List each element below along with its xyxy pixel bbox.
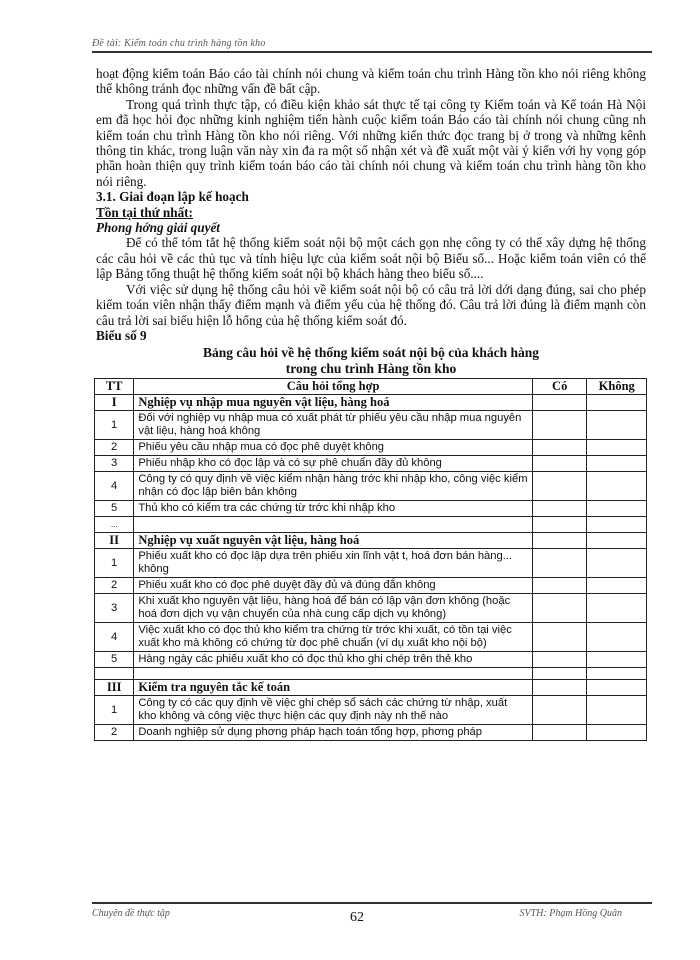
no-cell[interactable] (587, 395, 647, 411)
no-cell[interactable] (587, 549, 647, 578)
header-yes: Có (532, 379, 586, 395)
yes-cell[interactable] (532, 652, 586, 668)
no-cell[interactable] (587, 652, 647, 668)
section-heading: 3.1. Giai đoạn lập kế hoạch (96, 189, 249, 205)
subsection-heading: Tồn tại thứ nhất: (96, 204, 193, 220)
table-row (95, 594, 647, 623)
no-cell[interactable] (587, 440, 647, 456)
yes-cell[interactable] (532, 456, 586, 472)
table-title (96, 345, 646, 377)
direction-heading: Phong hớng giải quyết (96, 220, 220, 236)
table-row (95, 696, 647, 725)
section-number: II (95, 533, 134, 549)
page-number: 62 (350, 910, 364, 925)
body-text (96, 66, 646, 741)
row-number: 1 (95, 549, 134, 578)
header-no: Không (587, 379, 647, 395)
question-text: Thủ kho có kiểm tra các chứng từ trớc khi nhập kho (134, 501, 533, 517)
yes-cell[interactable] (532, 395, 586, 411)
footer-right: SVTH: Phạm Hồng Quân (519, 908, 622, 919)
table-row (95, 501, 647, 517)
question-text: Phiếu xuất kho có đọc lập dựa trên phiếu xin lĩnh vật t, hoá đơn bán hàng... không (134, 549, 533, 578)
row-number: ... (95, 517, 134, 533)
table-body (95, 395, 647, 741)
paragraph-1: hoạt động kiểm toán Báo cáo tài chính nói chung và kiểm toán chu trình Hàng tồn kho nói riêng không thể không tránh đọc những vấn đề bất cập. (96, 66, 646, 97)
question-text: Doanh nghiệp sử dụng phơng pháp hạch toán tổng hợp, phơng pháp (134, 725, 533, 741)
question-text: Công ty có các quy định về việc ghi chép sổ sách các chứng từ nhập, xuất kho không và công việc thực hiện các quy định này nh thế nào (134, 696, 533, 725)
yes-cell[interactable] (532, 578, 586, 594)
no-cell[interactable] (587, 696, 647, 725)
section-title: Kiểm tra nguyên tắc kế toán (134, 680, 533, 696)
no-cell[interactable] (587, 680, 647, 696)
no-cell[interactable] (587, 533, 647, 549)
question-text: Hàng ngày các phiếu xuất kho có đọc thủ kho ghi chép trên thẻ kho (134, 652, 533, 668)
question-text: Khi xuất kho nguyên vật liệu, hàng hoá để bán có lập vận đơn không (hoặc hoá đơn dịch vụ vận chuyển của nhà cung cấp dịch vụ không) (134, 594, 533, 623)
header-tt: TT (95, 379, 134, 395)
row-number: 5 (95, 652, 134, 668)
question-text (134, 517, 533, 533)
row-number: 4 (95, 623, 134, 652)
section-number: III (95, 680, 134, 696)
no-cell[interactable] (587, 668, 647, 680)
question-text: Phiếu xuất kho có đọc phê duyệt đầy đủ và đúng đắn không (134, 578, 533, 594)
footer-left: Chuyên đề thực tập (92, 908, 170, 919)
table-title-line-2: trong chu trình Hàng tồn kho (285, 361, 457, 377)
yes-cell[interactable] (532, 725, 586, 741)
table-row (95, 725, 647, 741)
question-text: Đối với nghiệp vụ nhập mua có xuất phát từ phiếu yêu cầu nhập mua nguyên vật liệu, hàng hoá không (134, 411, 533, 440)
no-cell[interactable] (587, 517, 647, 533)
row-number: 2 (95, 440, 134, 456)
row-number: 5 (95, 501, 134, 517)
yes-cell[interactable] (532, 533, 586, 549)
table-row (95, 517, 647, 533)
table-title-line-1: Bảng câu hỏi về hệ thống kiểm soát nội bộ của khách hàng (202, 345, 540, 361)
section-row (95, 680, 647, 696)
yes-cell[interactable] (532, 411, 586, 440)
row-number: 3 (95, 456, 134, 472)
no-cell[interactable] (587, 472, 647, 501)
yes-cell[interactable] (532, 440, 586, 456)
row-number: 1 (95, 696, 134, 725)
row-number: 1 (95, 411, 134, 440)
question-text: Phiếu yêu cầu nhập mua có đọc phê duyệt không (134, 440, 533, 456)
yes-cell[interactable] (532, 517, 586, 533)
no-cell[interactable] (587, 411, 647, 440)
yes-cell[interactable] (532, 594, 586, 623)
no-cell[interactable] (587, 725, 647, 741)
yes-cell[interactable] (532, 668, 586, 680)
section-row (95, 533, 647, 549)
table-row (95, 440, 647, 456)
row-number: 4 (95, 472, 134, 501)
table-row (95, 623, 647, 652)
section-title: Nghiệp vụ nhập mua nguyên vật liệu, hàng hoá (134, 395, 533, 411)
paragraph-2: Trong quá trình thực tập, có điều kiện khảo sát thực tế tại công ty Kiểm toán và Kế toán Hà Nội em đã học hỏi đọc những kinh nghiệm tiến hành cuộc kiểm toán Báo cáo tài chính nói chung cũng nh kiểm toán chu trình Hàng tồn kho nói riêng. Với những kiến thức đọc trang bị ở trong và những kênh thông tin khác, trong luận văn này xin đa ra một số nhận xét và đề xuất một vài ý kiến với hy vọng góp phần hoàn thiện quy trình kiểm toán báo cáo tài chính nói chung và kiểm toán chu trình hàng tồn kho nói riêng. (96, 96, 646, 189)
paragraph-4: Với việc sử dụng hệ thống câu hỏi về kiểm soát nội bộ có câu trả lời dới dạng đúng, sai cho phép kiểm toán viên nhận thấy điểm mạnh và điểm yếu của hệ thống đó. Câu trả lời đúng là điểm mạnh còn câu trả lời sai biểu hiện lỗ hổng của hệ thống kiểm soát đó. (96, 281, 646, 328)
no-cell[interactable] (587, 501, 647, 517)
table-row (95, 411, 647, 440)
no-cell[interactable] (587, 594, 647, 623)
no-cell[interactable] (587, 623, 647, 652)
yes-cell[interactable] (532, 549, 586, 578)
page-footer (92, 902, 652, 925)
table-row (95, 456, 647, 472)
yes-cell[interactable] (532, 623, 586, 652)
yes-cell[interactable] (532, 680, 586, 696)
no-cell[interactable] (587, 578, 647, 594)
question-text: Việc xuất kho có đọc thủ kho kiểm tra chứng từ trớc khi xuất, có tồn tại việc xuất kho mà không có chứng từ đọc phê chuẩn (ví dụ xuất kho nội bộ) (134, 623, 533, 652)
paragraph-3: Để có thể tóm tắt hệ thống kiểm soát nội bộ một cách gọn nhẹ công ty có thể xây dựng hệ thống các câu hỏi về các thủ tục và tính hiệu lực của kiểm soát nội bộ Biểu số... Hoặc kiểm toán viên có thể lập Bảng tổng thuật hệ thống kiểm soát nội bộ khách hàng theo biểu số.... (96, 235, 646, 282)
row-number: 2 (95, 725, 134, 741)
table-row (95, 652, 647, 668)
header-question: Câu hỏi tổng hợp (134, 379, 533, 395)
section-number: I (95, 395, 134, 411)
row-number (95, 668, 134, 680)
section-title: Nghiệp vụ xuất nguyên vật liệu, hàng hoá (134, 533, 533, 549)
yes-cell[interactable] (532, 472, 586, 501)
table-row (95, 549, 647, 578)
table-header-row (95, 379, 647, 395)
question-text: Công ty có quy định về việc kiểm nhận hàng trớc khi nhập kho, công việc kiểm nhận có đọc lập biên bản không (134, 472, 533, 501)
running-header: Đề tài: Kiểm toán chu trình hàng tồn kho (92, 38, 652, 53)
questionnaire-table (94, 378, 647, 741)
table-row (95, 472, 647, 501)
question-text: Phiếu nhập kho có đọc lập và có sự phê chuẩn đầy đủ không (134, 456, 533, 472)
section-row (95, 395, 647, 411)
row-number: 3 (95, 594, 134, 623)
table-row (95, 668, 647, 680)
row-number: 2 (95, 578, 134, 594)
no-cell[interactable] (587, 456, 647, 472)
exhibit-label: Biểu số 9 (96, 327, 147, 343)
question-text (134, 668, 533, 680)
yes-cell[interactable] (532, 501, 586, 517)
yes-cell[interactable] (532, 696, 586, 725)
table-row (95, 578, 647, 594)
